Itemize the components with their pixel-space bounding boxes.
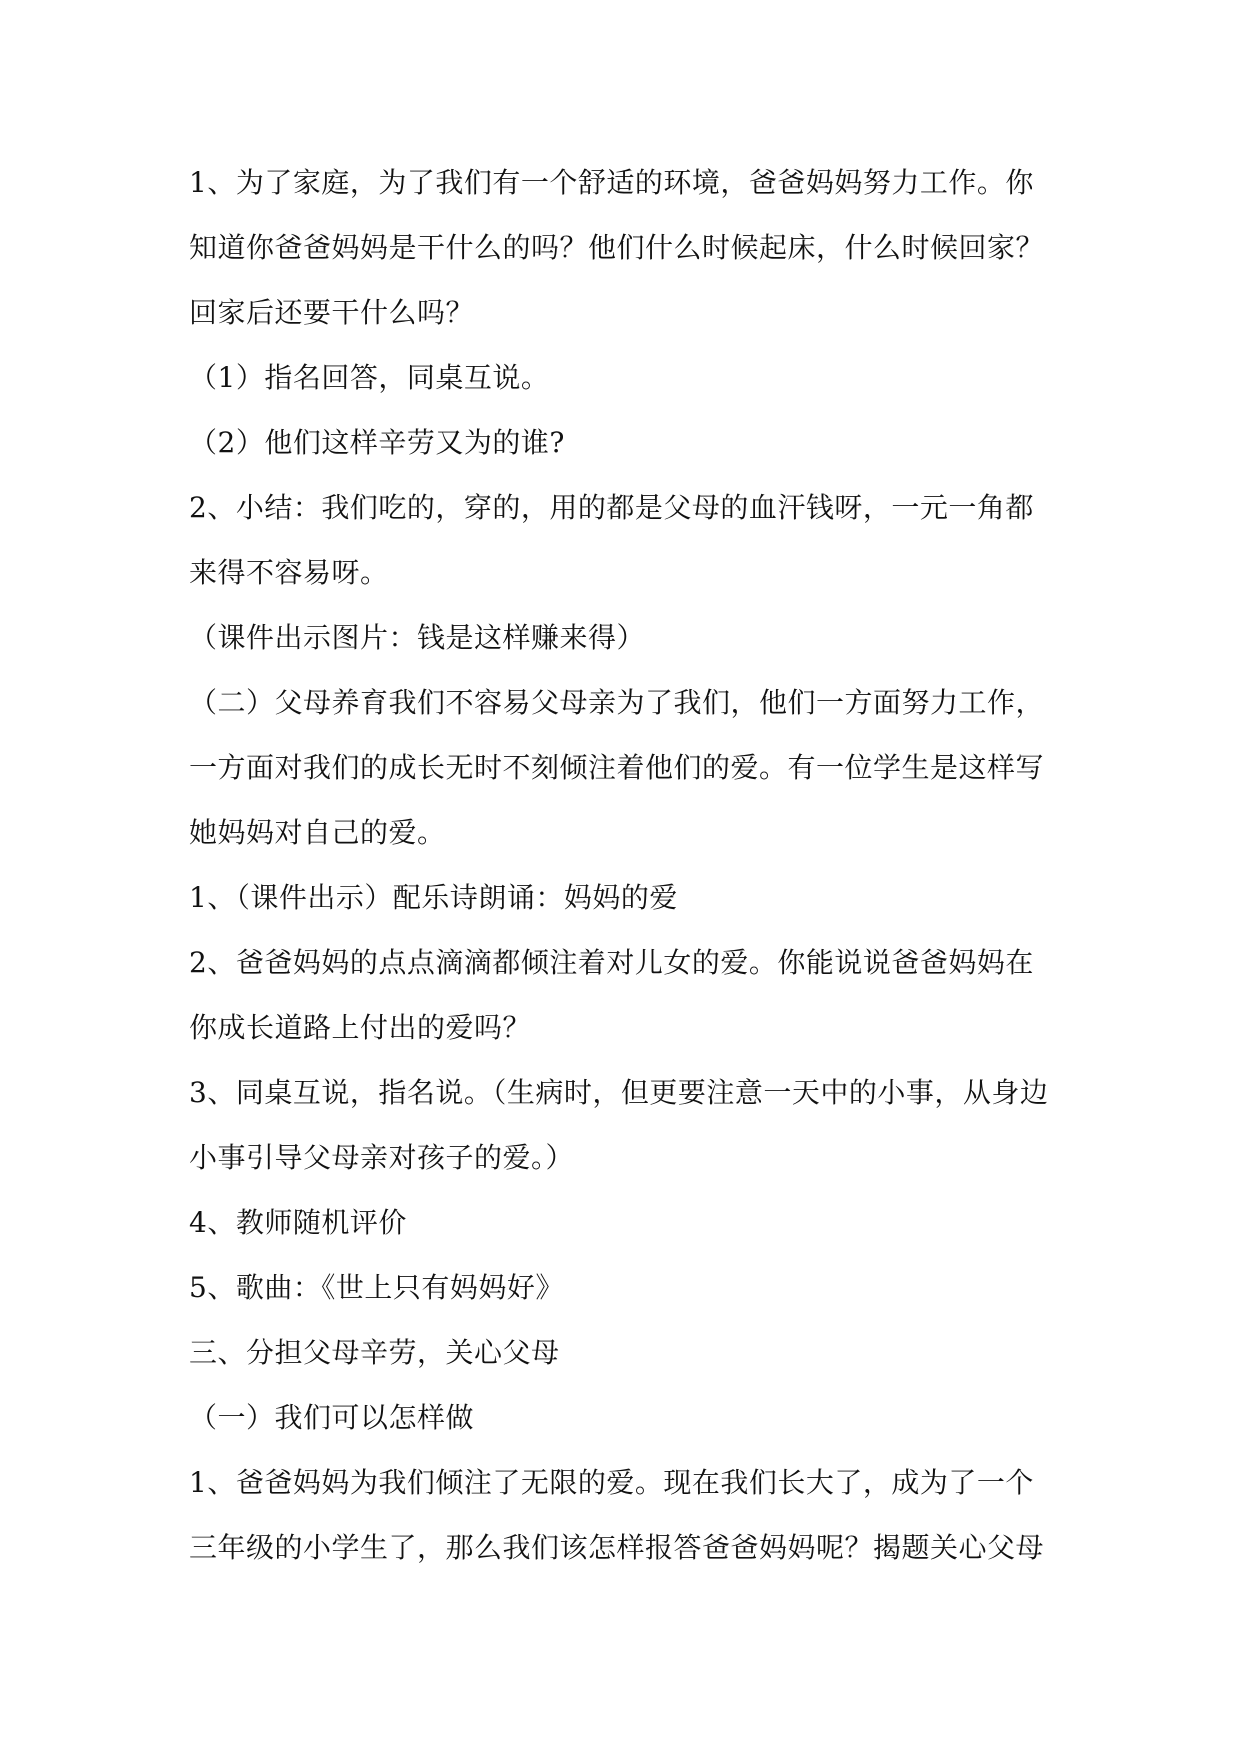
text-line: 来得不容易呀。 (189, 556, 389, 589)
text-line: （1）指名回答，同桌互说。 (189, 361, 550, 394)
text-line: 1、爸爸妈妈为我们倾注了无限的爱。现在我们长大了，成为了一个 (189, 1466, 1034, 1499)
text-line: （一）我们可以怎样做 (189, 1401, 475, 1434)
text-line: 你成长道路上付出的爱吗？ (189, 1011, 532, 1044)
text-line: 2、爸爸妈妈的点点滴滴都倾注着对儿女的爱。你能说说爸爸妈妈在 (189, 946, 1034, 979)
text-line: 5、歌曲：《世上只有妈妈好》 (189, 1271, 564, 1304)
text-line: 1、（课件出示）配乐诗朗诵：妈妈的爱 (189, 881, 678, 914)
text-line: 小事引导父母亲对孩子的爱。） (189, 1141, 575, 1174)
text-line: （课件出示图片：钱是这样赚来得） (189, 621, 646, 654)
text-line: 回家后还要干什么吗？ (189, 296, 475, 329)
text-line: （二）父母养育我们不容易父母亲为了我们，他们一方面努力工作， (189, 686, 1045, 719)
text-line: 三年级的小学生了，那么我们该怎样报答爸爸妈妈呢？揭题关心父母 (189, 1531, 1045, 1564)
text-line: （2）他们这样辛劳又为的谁? (189, 426, 565, 459)
text-line: 3、同桌互说，指名说。（生病时，但更要注意一天中的小事，从身边 (189, 1076, 1049, 1109)
text-line: 知道你爸爸妈妈是干什么的吗？他们什么时候起床，什么时候回家？ (189, 231, 1045, 264)
document-body (189, 150, 1059, 1580)
text-line: 三、分担父母辛劳，关心父母 (189, 1336, 560, 1369)
text-line: 1、为了家庭，为了我们有一个舒适的环境，爸爸妈妈努力工作。你 (189, 166, 1034, 199)
text-line: 4、教师随机评价 (189, 1206, 407, 1239)
text-line: 一方面对我们的成长无时不刻倾注着他们的爱。有一位学生是这样写 (189, 751, 1045, 784)
text-line: 2、小结：我们吃的，穿的，用的都是父母的血汗钱呀，一元一角都 (189, 491, 1034, 524)
text-line: 她妈妈对自己的爱。 (189, 816, 446, 849)
